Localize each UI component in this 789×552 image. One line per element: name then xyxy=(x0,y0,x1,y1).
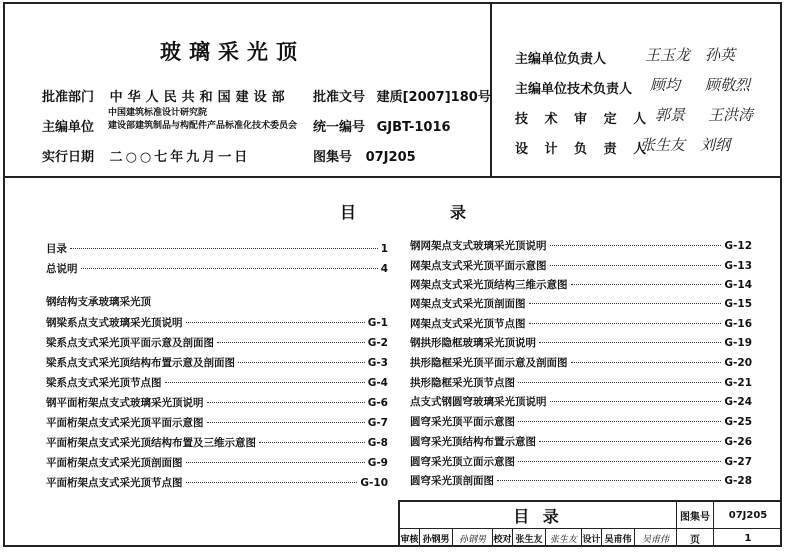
book-title: 玻璃采光顶 xyxy=(160,40,305,64)
atlas-no-value: 07J205 xyxy=(365,150,416,165)
unified-no-value: GJBT-1016 xyxy=(376,120,451,135)
signature-role-1: 主编单位技术负责人 xyxy=(515,82,633,97)
toc-item[interactable]: 网架点支式采光顶剖面图 G-15 xyxy=(410,298,752,310)
toc-item[interactable]: 平面桁架点支式采光顶结构布置及三维示意图 G-8 xyxy=(46,437,388,449)
title-block xyxy=(398,500,782,547)
unified-no-label: 统一编号 xyxy=(313,120,366,135)
tb-check-name: 张生友 xyxy=(513,529,546,547)
toc-item[interactable]: 平面桁架点支式采光顶剖面图 G-9 xyxy=(46,457,388,469)
toc-item[interactable]: 梁系点支式采光顶节点图 G-4 xyxy=(46,377,388,389)
tb-page-value: 1 xyxy=(744,532,752,544)
signature-role-0: 主编单位负责人 xyxy=(515,52,607,67)
approval-dept-row xyxy=(42,86,290,105)
editor-value xyxy=(108,107,297,133)
toc-item[interactable]: 点支式钢圆穹玻璃采光顶说明 G-24 xyxy=(410,396,752,408)
toc-item[interactable]: 网架点支式采光顶平面示意图 G-13 xyxy=(410,260,752,272)
unified-no-row xyxy=(313,116,451,135)
tb-page-label: 页 xyxy=(677,529,714,547)
tb-check-label: 校对 xyxy=(493,529,513,547)
approval-doc-value: 建质[2007]180号 xyxy=(376,90,491,105)
atlas-no-label: 图集号 xyxy=(313,150,353,165)
signature-0b: 孙英 xyxy=(705,46,736,64)
editor-line1: 中国建筑标准设计研究院 xyxy=(108,108,208,118)
tb-check-signature: 张生友 xyxy=(546,529,582,547)
tb-atlas-no-value: 07J205 xyxy=(714,502,782,529)
toc-item[interactable]: 圆穹采光顶平面示意图 G-25 xyxy=(410,416,752,428)
toc-item[interactable]: 网架点支式采光顶节点图 G-16 xyxy=(410,318,752,330)
toc-item[interactable]: 梁系点支式采光顶结构布置示意及剖面图 G-3 xyxy=(46,357,388,369)
approval-doc-row xyxy=(313,86,491,105)
impl-date-row xyxy=(42,146,250,165)
signature-role-3: 设 计 负 责 人 xyxy=(515,142,653,157)
signature-2b: 王洪涛 xyxy=(708,106,754,124)
toc-item[interactable]: 圆穹采光顶结构布置示意图 G-26 xyxy=(410,436,752,448)
signature-role-2: 技 术 审 定 人 xyxy=(515,112,653,127)
toc-item[interactable]: 拱形隐框采光顶节点图 G-21 xyxy=(410,377,752,389)
signature-3b: 刘纲 xyxy=(700,136,731,154)
section-title: 钢结构支承玻璃采光顶 xyxy=(46,296,151,308)
header-divider-horizontal xyxy=(3,176,782,178)
toc-item[interactable]: 网架点支式采光顶结构三维示意图 G-14 xyxy=(410,279,752,291)
toc-item[interactable]: 梁系点支式采光顶平面示意及剖面图 G-2 xyxy=(46,337,388,349)
toc-item[interactable]: 总说明 4 xyxy=(46,263,388,275)
sheet-title: 目 录 xyxy=(400,502,677,529)
toc-heading-left: 目 xyxy=(340,203,357,222)
impl-date-value: 二○○七年九月一日 xyxy=(109,150,251,165)
signature-0a: 王玉龙 xyxy=(645,46,691,64)
signature-2a: 郭景 xyxy=(655,106,686,124)
tb-design-label: 设计 xyxy=(582,529,602,547)
tb-review-signature: 孙钢男 xyxy=(453,529,493,547)
toc-item[interactable]: 钢网架点支式玻璃采光顶说明 G-12 xyxy=(410,240,752,252)
tb-design-name: 吴甫伟 xyxy=(602,529,635,547)
tb-review-name: 孙钢男 xyxy=(420,529,453,547)
tb-atlas-no-label: 图集号 xyxy=(677,502,714,529)
toc-item[interactable]: 目录 1 xyxy=(46,243,388,255)
approval-doc-label: 批准文号 xyxy=(313,90,366,105)
impl-date-label: 实行日期 xyxy=(42,150,95,165)
signature-3a: 张生友 xyxy=(640,136,686,154)
toc-item[interactable]: 圆穹采光顶剖面图 G-28 xyxy=(410,475,752,487)
toc-item[interactable]: 拱形隐框采光顶平面示意及剖面图 G-20 xyxy=(410,357,752,369)
signature-1b: 顾敬烈 xyxy=(705,76,751,94)
toc-item[interactable]: 圆穹采光顶立面示意图 G-27 xyxy=(410,456,752,468)
toc-item[interactable]: 平面桁架点支式采光顶节点图 G-10 xyxy=(46,477,388,489)
atlas-no-row xyxy=(313,146,416,165)
toc-item[interactable]: 钢平面桁架点支式玻璃采光顶说明 G-6 xyxy=(46,397,388,409)
tb-review-label: 审核 xyxy=(400,529,420,547)
approval-dept-value: 中华人民共和国建设部 xyxy=(109,90,290,105)
signature-1a: 顾均 xyxy=(650,76,681,94)
editor-label: 主编单位 xyxy=(42,120,95,135)
editor-line2: 建设部建筑制品与构配件产品标准化技术委员会 xyxy=(108,121,298,131)
tb-design-signature: 吴甫伟 xyxy=(635,529,677,547)
toc-item[interactable]: 钢梁系点支式玻璃采光顶说明 G-1 xyxy=(46,317,388,329)
toc-item[interactable]: 钢拱形隐框玻璃采光顶说明 G-19 xyxy=(410,337,752,349)
toc-item[interactable]: 平面桁架点支式采光顶平面示意图 G-7 xyxy=(46,417,388,429)
approval-dept-label: 批准部门 xyxy=(42,90,95,105)
toc-heading-right: 录 xyxy=(450,203,467,222)
